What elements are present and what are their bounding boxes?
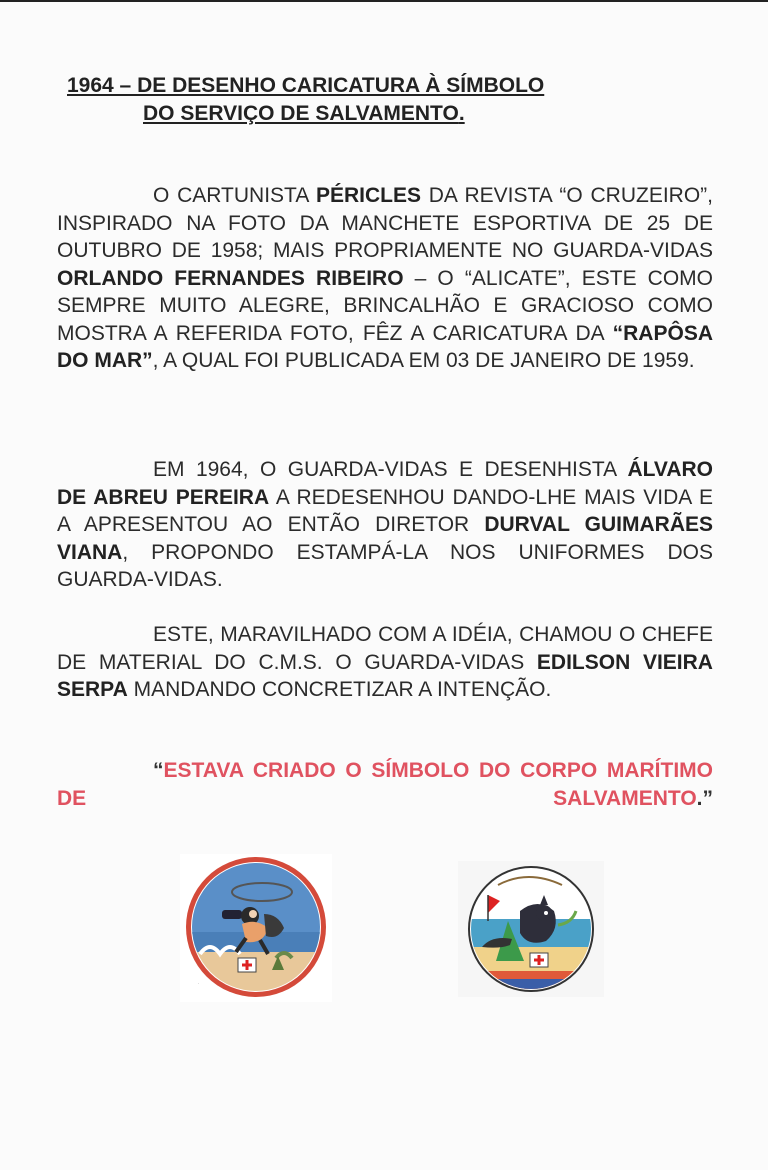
name-orlando: ORLANDO FERNANDES RIBEIRO (57, 266, 404, 290)
paragraph-director (57, 621, 713, 704)
text-run: , PROPONDO ESTAMPÁ-LA NOS UNIFORMES DOS GUARDA-VIDAS. (57, 540, 713, 591)
page-title-line-2 (143, 101, 465, 127)
quote-conclusion (57, 757, 713, 812)
text-run: A REDESENHOU DANDO-LHE MAIS VIDA E A APRESENTOU AO ENTÃO DIRETOR (57, 485, 713, 536)
top-border (0, 0, 768, 2)
svg-text:.: . (198, 980, 200, 985)
title-period: . (458, 102, 465, 125)
paragraph-cartoonist (57, 182, 713, 375)
name-raposa-do-mar: “RAPÔSA DO MAR” (57, 321, 713, 372)
emblem-original-image (180, 854, 332, 1002)
quote-open-mark: “ (153, 759, 164, 782)
name-alvaro: ÁLVARO DE ABREU PEREIRA (57, 458, 713, 509)
page-title-line-1: 1964 – DE DESENHO CARICATURA À SÍMBOLO (67, 74, 545, 97)
quote-close-mark: .” (696, 786, 713, 810)
text-run: O CARTUNISTA (153, 184, 316, 207)
name-durval: DURVAL GUIMARÃES VIANA (57, 513, 713, 564)
name-pericles: PÉRICLES (315, 184, 421, 207)
text-run: , A QUAL FOI PUBLICADA EM 03 DE JANEIRO DE 1959. (152, 349, 695, 372)
text-run: ESTE, MARAVILHADO COM A IDÉIA, CHAMOU O CHEFE DE MATERIAL DO C.M.S. O GUARDA-VIDAS (57, 623, 713, 674)
text-run: MANDANDO CONCRETIZAR A INTENÇÃO. (127, 678, 552, 701)
text-run: DA REVISTA “O CRUZEIRO”, INSPIRADO NA FOTO DA MANCHETE ESPORTIVA DE 25 DE OUTUBRO DE 1958; MAIS PROPRIAMENTE NO GUARDA-VIDAS (57, 184, 713, 262)
paragraph-redesign (57, 456, 713, 594)
title-line-2-text: DO SERVIÇO DE SALVAMENTO (143, 102, 459, 125)
emblem-redrawn-image (458, 861, 604, 997)
emblem-original-drawing (180, 854, 332, 1002)
text-run: EM 1964, O GUARDA-VIDAS E DESENHISTA (153, 458, 628, 481)
emblem-redrawn-drawing (458, 861, 604, 997)
text-run: – O “ALICATE”, ESTE COMO SEMPRE MUITO ALEGRE, BRINCALHÃO E GRACIOSO COMO MOSTRA A REFERIDA FOTO, FÊZ A CARICATURA DA (57, 266, 714, 345)
name-edilson: EDILSON VIEIRA SERPA (57, 650, 713, 701)
quote-text: ESTAVA CRIADO O SÍMBOLO DO CORPO MARÍTIMO DE SALVAMENTO (57, 759, 713, 810)
